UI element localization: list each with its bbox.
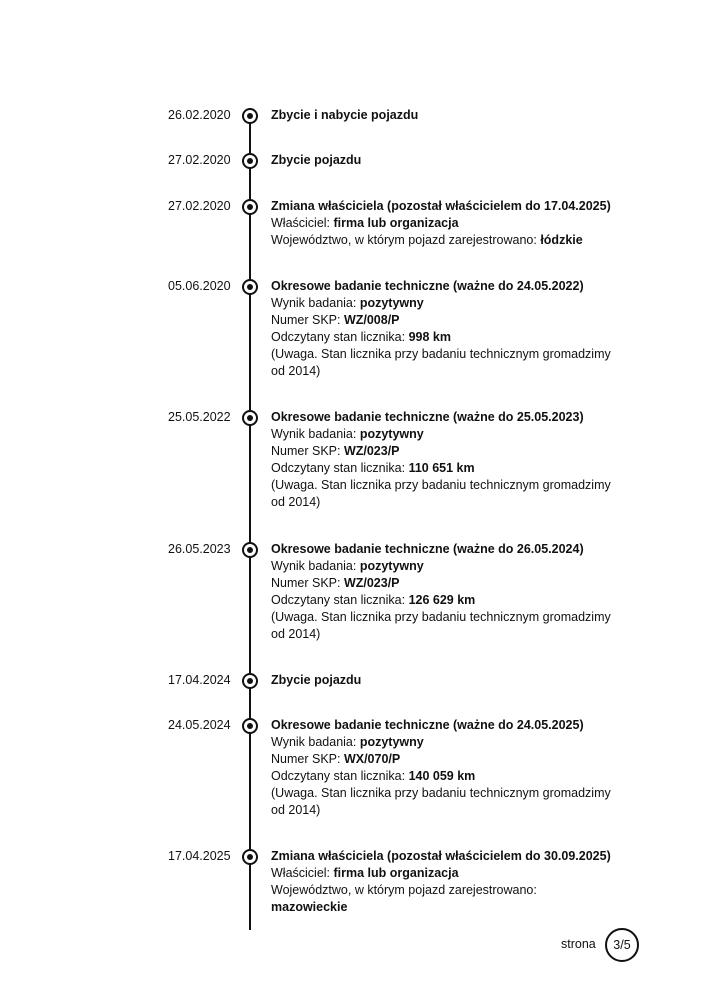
event-title: Zbycie pojazdu (271, 673, 362, 687)
skp-value: WZ/023/P (343, 576, 400, 590)
result-line (271, 295, 616, 312)
event-title: Okresowe badanie techniczne (ważne do 26.05.2024) (271, 542, 584, 556)
page-label: strona (561, 937, 596, 951)
result-label: Wynik badania: (271, 735, 360, 749)
event-content (271, 848, 616, 916)
timeline-dot-icon (242, 108, 258, 124)
event-title: Okresowe badanie techniczne (ważne do 24.05.2022) (271, 279, 584, 293)
event-title: Zbycie i nabycie pojazdu (271, 108, 419, 122)
event-title: Zbycie pojazdu (271, 153, 362, 167)
timeline-dot-icon (242, 279, 258, 295)
region-line (271, 232, 616, 249)
region-value: łódzkie (540, 233, 583, 247)
skp-label: Numer SKP: (271, 752, 344, 766)
odometer-value: 126 629 km (408, 593, 476, 607)
skp-line (271, 443, 616, 460)
result-line (271, 558, 616, 575)
skp-label: Numer SKP: (271, 313, 344, 327)
event-date: 26.05.2023 (168, 542, 231, 556)
odometer-line (271, 768, 616, 785)
region-value: mazowieckie (271, 900, 348, 914)
event-date: 27.02.2020 (168, 153, 231, 167)
event-date: 26.02.2020 (168, 108, 231, 122)
odometer-label: Odczytany stan licznika: (271, 461, 409, 475)
event-content (271, 541, 616, 643)
owner-line (271, 865, 616, 882)
timeline-dot-icon (242, 153, 258, 169)
event-title: Zmiana właściciela (pozostał właścicielem do 17.04.2025) (271, 199, 611, 213)
event-content (271, 198, 616, 249)
result-value: pozytywny (359, 735, 424, 749)
owner-label: Właściciel: (271, 216, 334, 230)
event-content (271, 409, 616, 511)
result-line (271, 426, 616, 443)
timeline-dot-icon (242, 410, 258, 426)
event-date: 24.05.2024 (168, 718, 231, 732)
skp-label: Numer SKP: (271, 444, 344, 458)
region-line (271, 882, 616, 916)
skp-value: WZ/023/P (343, 444, 400, 458)
odometer-label: Odczytany stan licznika: (271, 593, 409, 607)
result-label: Wynik badania: (271, 427, 360, 441)
event-content (271, 152, 616, 169)
event-date: 17.04.2024 (168, 673, 231, 687)
skp-line (271, 751, 616, 768)
odometer-note: (Uwaga. Stan licznika przy badaniu technicznym gromadzimy od 2014) (271, 786, 611, 817)
odometer-label: Odczytany stan licznika: (271, 330, 409, 344)
result-label: Wynik badania: (271, 296, 360, 310)
event-date: 27.02.2020 (168, 199, 231, 213)
odometer-label: Odczytany stan licznika: (271, 769, 409, 783)
event-content (271, 107, 616, 124)
skp-label: Numer SKP: (271, 576, 344, 590)
odometer-value: 998 km (408, 330, 451, 344)
region-label: Województwo, w którym pojazd zarejestrowano: (271, 233, 541, 247)
skp-value: WX/070/P (343, 752, 401, 766)
page-number: 3/5 (605, 928, 639, 962)
event-content (271, 672, 616, 689)
owner-label: Właściciel: (271, 866, 334, 880)
region-label: Województwo, w którym pojazd zarejestrowano: (271, 883, 537, 897)
owner-value: firma lub organizacja (333, 866, 459, 880)
skp-value: WZ/008/P (343, 313, 400, 327)
result-line (271, 734, 616, 751)
result-label: Wynik badania: (271, 559, 360, 573)
odometer-value: 140 059 km (408, 769, 476, 783)
result-value: pozytywny (359, 559, 424, 573)
timeline-dot-icon (242, 673, 258, 689)
skp-line (271, 312, 616, 329)
event-date: 25.05.2022 (168, 410, 231, 424)
event-date: 05.06.2020 (168, 279, 231, 293)
timeline-line (249, 108, 251, 930)
odometer-value: 110 651 km (408, 461, 475, 475)
odometer-line (271, 329, 616, 346)
event-date: 17.04.2025 (168, 849, 231, 863)
odometer-line (271, 592, 616, 609)
result-value: pozytywny (359, 296, 424, 310)
odometer-line (271, 460, 616, 477)
owner-line (271, 215, 616, 232)
owner-value: firma lub organizacja (333, 216, 459, 230)
result-value: pozytywny (359, 427, 424, 441)
event-content (271, 278, 616, 380)
skp-line (271, 575, 616, 592)
odometer-note: (Uwaga. Stan licznika przy badaniu technicznym gromadzimy od 2014) (271, 478, 611, 509)
timeline-dot-icon (242, 718, 258, 734)
timeline-dot-icon (242, 849, 258, 865)
odometer-note: (Uwaga. Stan licznika przy badaniu technicznym gromadzimy od 2014) (271, 347, 611, 378)
event-title: Okresowe badanie techniczne (ważne do 25.05.2023) (271, 410, 584, 424)
timeline-dot-icon (242, 542, 258, 558)
timeline-dot-icon (242, 199, 258, 215)
odometer-note: (Uwaga. Stan licznika przy badaniu technicznym gromadzimy od 2014) (271, 610, 611, 641)
event-content (271, 717, 616, 819)
event-title: Zmiana właściciela (pozostał właścicielem do 30.09.2025) (271, 849, 611, 863)
event-title: Okresowe badanie techniczne (ważne do 24.05.2025) (271, 718, 584, 732)
